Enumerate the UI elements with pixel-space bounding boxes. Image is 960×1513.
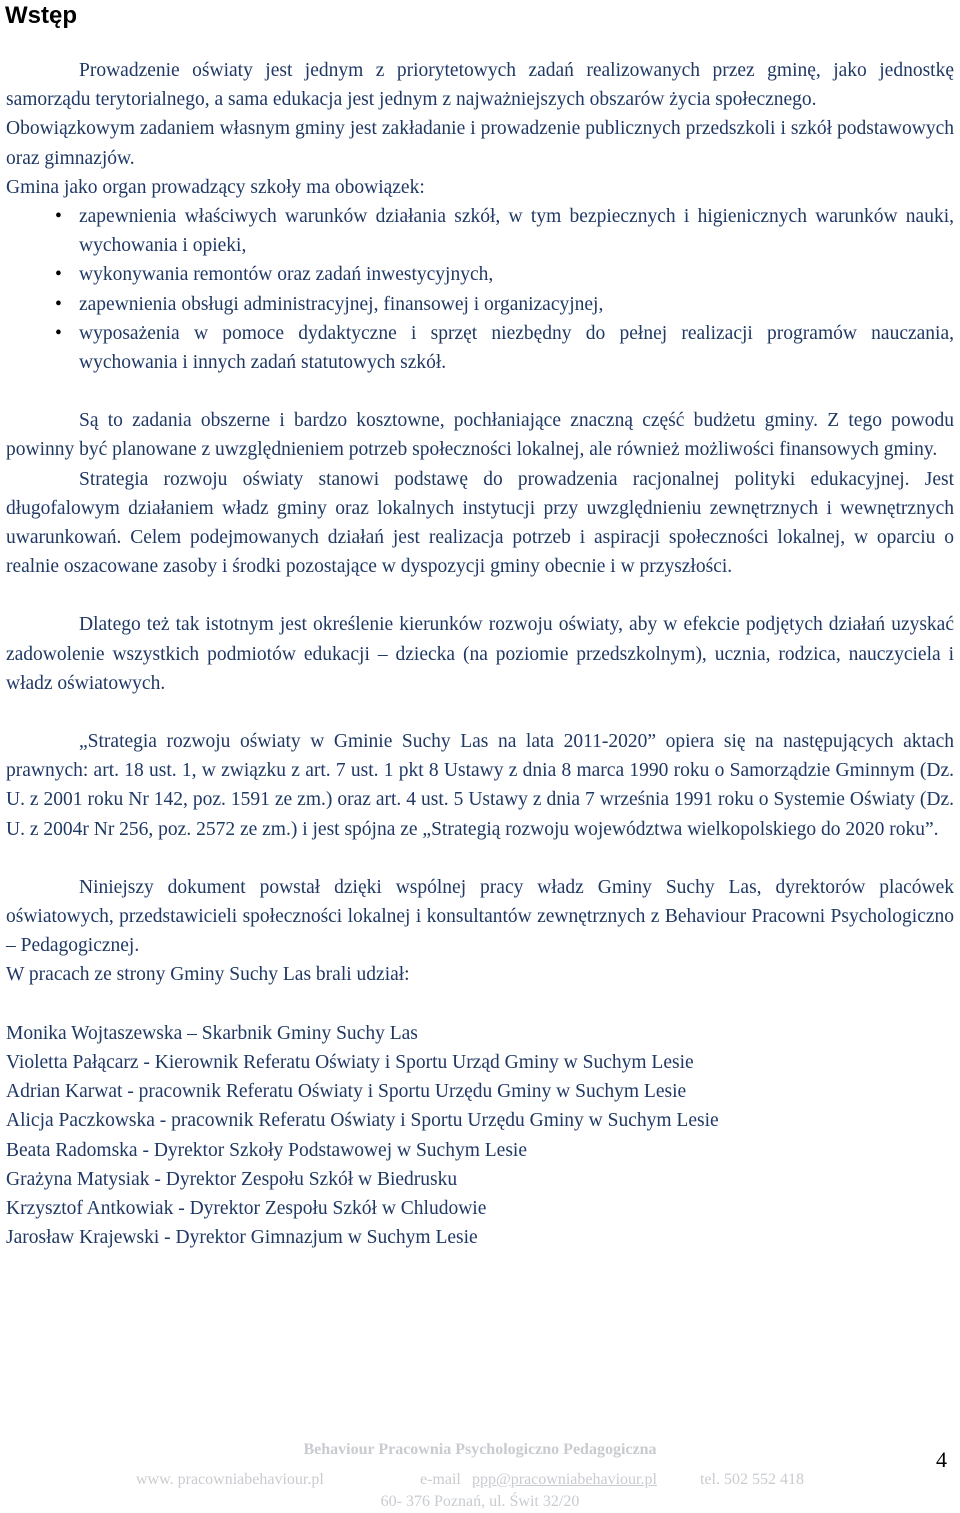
footer-address: 60- 376 Poznań, ul. Świt 32/20 [380,1493,580,1510]
paragraph-legal-basis: „Strategia rozwoju oświaty w Gminie Suchy Las na lata 2011-2020” opiera się na następujących aktach prawnych: art. 18 ust. 1, w związku z art. 7 ust. 1 pkt 8 Ustawy z dnia 8 marca 1990 roku o Samorządzie Gminnym (Dz. U. z 2001 roku Nr 142, poz. 1591 ze zm.) oraz art. 4 ust. 5 Ustawy z dnia 7 września 1991 roku o Systemie Oświaty (Dz. U. z 2004r Nr 256, poz. 2572 ze zm.) i jest spójna ze „Strategią rozwoju województwa wielkopolskiego do 2020 roku”. [6,731,954,840]
footer-organization: Behaviour Pracownia Psychologiczno Pedagogiczna [303,1441,657,1458]
page-heading: Wstęp [5,2,77,29]
paragraph-budget: Są to zadania obszerne i bardzo kosztowne, pochłaniające znaczną część budżetu gminy. Z tego powodu powinny być planowane z uwzględnieniem potrzeb społeczności lokalnej, ale również możliwości finansowych gminy. [6,410,954,461]
paragraph-intro: Prowadzenie oświaty jest jednym z priorytetowych zadań realizowanych przez gminę, jako jednostkę samorządu terytorialnego, a sama edukacja jest jednym z najważniejszych obszarów życia społecznego. [6,60,954,111]
page-number: 4 [936,1447,947,1472]
paragraph-obligations-intro: Gmina jako organ prowadzący szkoły ma obowiązek: [6,176,425,198]
list-item: • zapewnienia obsługi administracyjnej, finansowej i organizacyjnej, [79,290,954,319]
paragraph-strategy: Strategia rozwoju oświaty stanowi podstawę do prowadzenia racjonalnej polityki edukacyjnej. Jest długofalowym działaniem władz gminy oraz lokalnych instytucji przy uwzględnieniu zewnętrznych i wewnętrznych uwarunkowań. Celem podejmowanych działań jest realizacja potrzeb i aspiracji społeczności lokalnej, w oparciu o realnie oszacowane zasoby i środki pozostające w dyspozycji gminy obecnie i w przyszłości. [6,468,954,578]
footer-website-link[interactable]: www. pracowniabehaviour.pl [136,1471,324,1488]
paragraph-directions: Dlatego też tak istotnym jest określenie kierunków rozwoju oświaty, aby w efekcie podjętych działań uzyskać zadowolenie wszystkich podmiotów edukacji – dziecka (na poziomie przedszkolnym), ucznia, rodzica, nauczyciela i władz oświatowych. [6,614,954,694]
footer-phone: tel. 502 552 418 [700,1471,804,1488]
paragraph-authors: Niniejszy dokument powstał dzięki wspólnej pracy władz Gminy Suchy Las, dyrektorów placówek oświatowych, przedstawicieli społeczności lokalnej i konsultantów zewnętrznych z Behaviour Pracowni Psychologiczno – Pedagogicznej. [6,876,954,957]
obligations-list [6,202,954,377]
list-item: • wyposażenia w pomoce dydaktyczne i sprzęt niezbędny do pełnej realizacji programów nauczania, wychowania i innych zadań statutowych szkół. [79,319,954,377]
participants-list [6,1019,954,1253]
footer-email-link[interactable]: ppp@pracowniabehaviour.pl [472,1471,657,1488]
list-item: Violetta Pałącarz - Kierownik Referatu Oświaty i Sportu Urząd Gminy w Suchym Lesie [6,1051,694,1073]
document-body [6,56,954,1252]
list-item: Grażyna Matysiak - Dyrektor Zespołu Szkół w Biedrusku [6,1168,458,1190]
list-item: Beata Radomska - Dyrektor Szkoły Podstawowej w Suchym Lesie [6,1139,527,1161]
list-item: Jarosław Krajewski - Dyrektor Gimnazjum w Suchym Lesie [6,1227,478,1249]
footer-email-label: e-mail [420,1471,461,1488]
list-item: • wykonywania remontów oraz zadań inwestycyjnych, [79,260,954,289]
list-item: • zapewnienia właściwych warunków działania szkół, w tym bezpiecznych i higienicznych warunków nauki, wychowania i opieki, [79,202,954,260]
list-item: Krzysztof Antkowiak - Dyrektor Zespołu Szkół w Chludowie [6,1197,487,1219]
list-item: Monika Wojtaszewska – Skarbnik Gminy Suchy Las [6,1022,418,1044]
list-item: Adrian Karwat - pracownik Referatu Oświaty i Sportu Urzędu Gminy w Suchym Lesie [6,1081,687,1103]
list-item: Alicja Paczkowska - pracownik Referatu Oświaty i Sportu Urzędu Gminy w Suchym Lesie [6,1110,719,1132]
paragraph-participants-intro: W pracach ze strony Gminy Suchy Las brali udział: [6,964,410,986]
paragraph-obligatory-task: Obowiązkowym zadaniem własnym gminy jest zakładanie i prowadzenie publicznych przedszkoli i szkół podstawowych oraz gimnazjów. [6,118,954,169]
